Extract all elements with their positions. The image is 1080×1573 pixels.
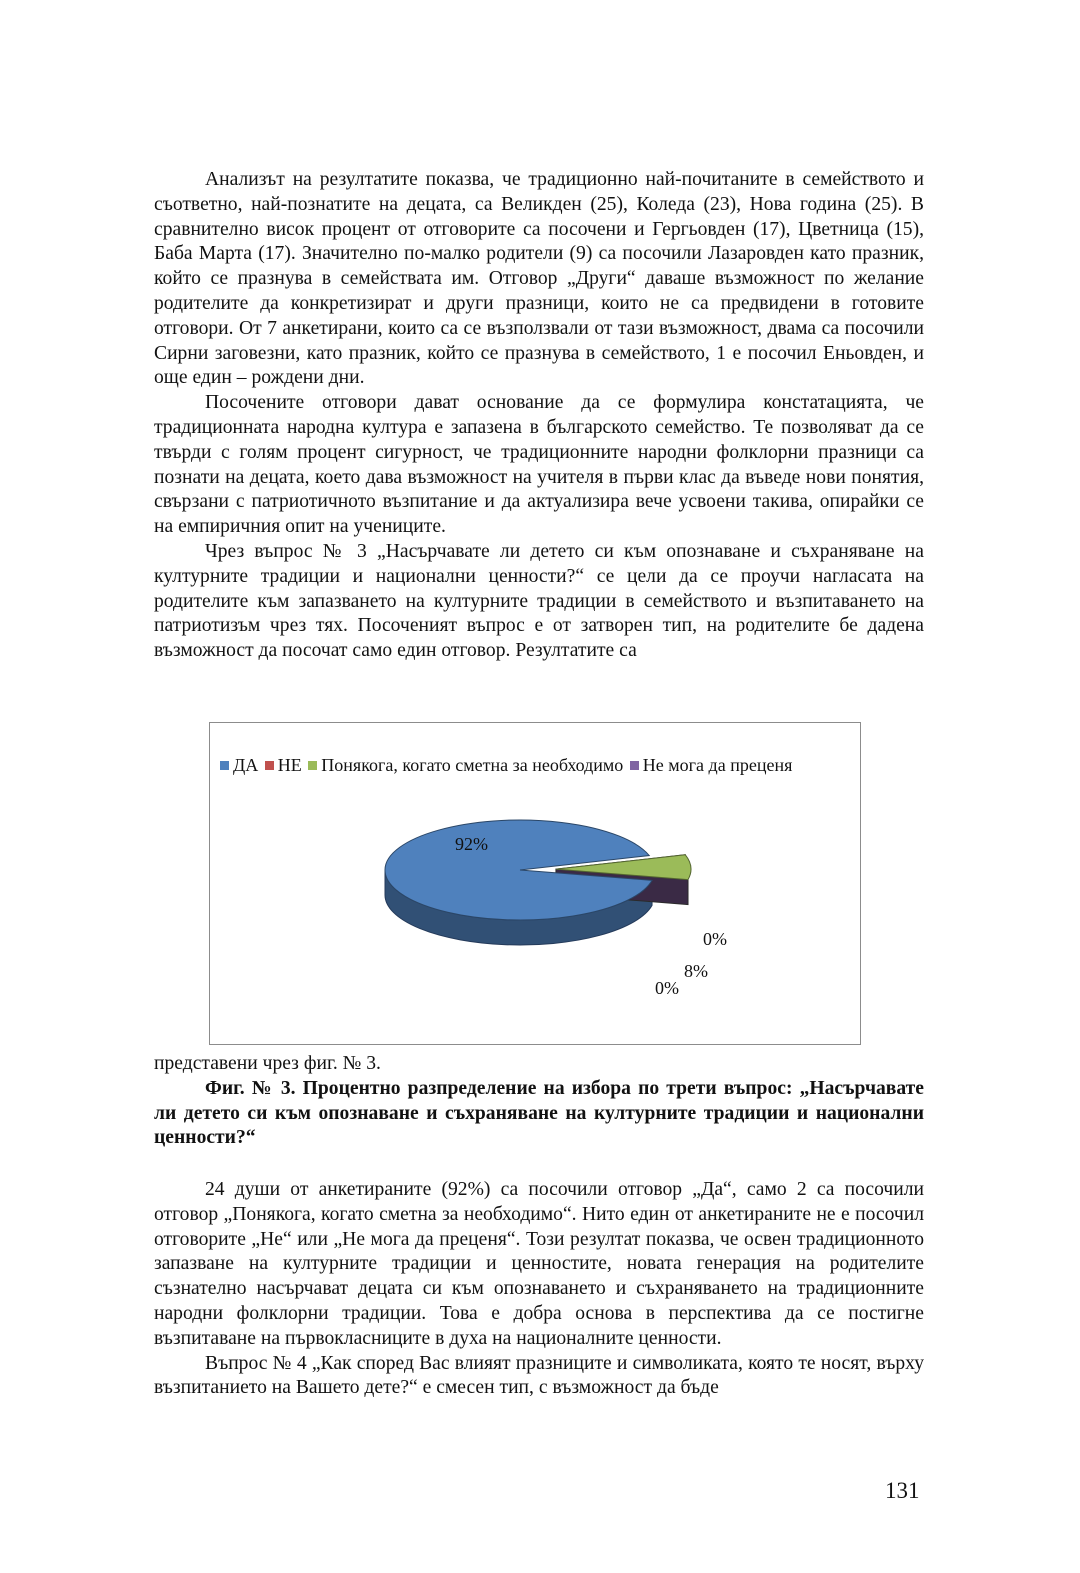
body-text-bottom [154,1178,924,1401]
legend-label-da: ДА [233,755,259,775]
pie-plot [210,723,860,1044]
pie-data-label-2: 8% [684,961,708,981]
paragraph: Чрез въпрос № 3 „Насърчавате ли детето си към опознаване и съхраняване на културните традиции и национални ценности?“ се цели да се проучи нагласата на родителите към запазването на културните традиции в семейството и възпитаването на патриотизъм чрез тях. Посоченият въпрос е от затворен тип, на родителите бе дадена възможност да посочат само един отговор. Резултатите са [154,540,924,662]
legend-label-ne: НЕ [277,755,302,775]
figure-caption: Фиг. № 3. Процентно разпределение на избора по трети въпрос: „Насърчавате ли детето си към опознаване и съхраняване на културните традиции и национални ценности?“ [154,1077,924,1149]
pie-data-label-1: 0% [703,929,727,949]
page-number: 131 [885,1478,920,1503]
legend-label-ne-moga: Не мога да преценя [642,755,793,775]
paragraph: 24 души от анкетираните (92%) са посочили отговор „Да“, само 2 са посочили отговор „Понякога, когато сметна за необходимо“. Нито един от анкетираните не е посочил отговорите „Не“ или „Не мога да преценя“. Този резултат показва, че освен традиционното запазване на културните традиции и ценностите, новата генерация на родителите съзнателно насърчават децата си към опознаването и съхраняването на традиционните народни фолклорни традиции. Това е добра основа в перспектива да се постигне възпитаване на първокласниците в духа на националните ценности. [154,1179,924,1349]
legend-label-ponyakoga: Понякога, когато сметна за необходимо [321,755,624,775]
pie-chart [209,722,861,1045]
body-text-top [154,168,924,664]
paragraph: Въпрос № 4 „Как според Вас влияят празниците и символиката, която те носят, върху възпитанието на Вашето дете?“ е смесен тип, с възможност да бъде [154,1352,924,1399]
continuation-text: представени чрез фиг. № 3. [154,1053,381,1074]
pie-data-label-0: 92% [455,834,488,854]
pie-data-label-3: 0% [655,978,679,998]
paragraph: Анализът на резултатите показва, че традиционно най-почитаните в семейството и съответно, най-познатите на децата, са Великден (25), Коледа (23), Нова година (25). В сравнително висок процент от отговорите са посочени и Гергьовден (17), Цветница (15), Баба Марта (17). Значително по-малко родители (9) са посочили Лазаровден като празник, който се празнува в семействата им. Отговор „Други“ даваше възможност по желание родителите да конкретизират и други празници, които не са предвидени в готовите отговори. От 7 анкетирани, които са се възползвали от тази възможност, двама са посочили Сирни заговезни, като празник, който се празнува в семейството, 1 е посочил Еньовден, и още един – рождени дни. [154,169,924,389]
body-text-middle [154,1052,924,1151]
paragraph: Посочените отговори дават основание да се формулира констатацията, че традиционната народна култура е запазена в българското семейство. Те позволяват да се твърди с голям процент сигурност, че традиционните народни фолклорни празници са познати на децата, което дава възможност на учителя в първи клас да въведе нови понятия, свързани с патриотичното възпитание и да актуализира вече усвоени такива, опирайки се на емпиричния опит на учениците. [154,392,924,538]
